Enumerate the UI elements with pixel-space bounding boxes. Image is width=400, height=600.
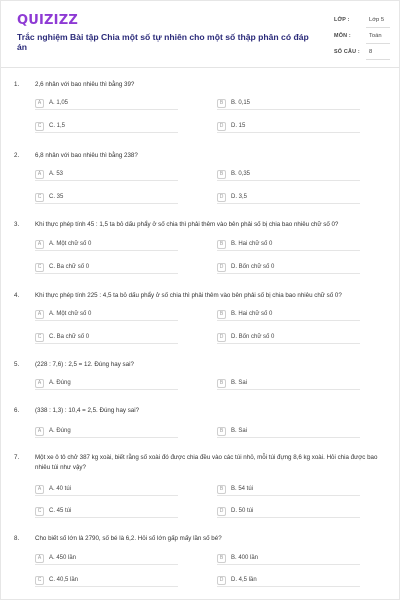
question-number: 5. xyxy=(14,361,20,368)
option-letter-box: C xyxy=(35,193,44,202)
answer-option-b[interactable] xyxy=(217,169,360,181)
answer-option-c[interactable] xyxy=(35,192,178,204)
question-number: 6. xyxy=(14,407,20,414)
option-letter-box: A xyxy=(35,485,44,494)
question-text: 2,6 nhân với bao nhiêu thì bằng 39? xyxy=(35,81,135,88)
answer-option-c[interactable] xyxy=(35,332,178,344)
answer-option-d[interactable] xyxy=(217,332,360,344)
question-number: 2. xyxy=(14,152,20,159)
question-number: 7. xyxy=(14,454,20,461)
option-letter-box: B xyxy=(217,310,226,319)
answer-option-a[interactable] xyxy=(35,553,178,565)
option-letter-box: B xyxy=(217,99,226,108)
option-text: A. Một chữ số 0 xyxy=(49,241,92,247)
question-text: Một xe ô tô chở 387 kg xoài, biết rằng số xoài đó được chia đều vào các túi nhỏ, mỗi túi đựng 8,6 kg xoài. Hỏi chia được bao nhiêu túi như vậy? xyxy=(35,454,378,471)
option-letter-box: B xyxy=(217,554,226,563)
question-text: Khi thực phép tính 45 : 1,5 ta bỏ dấu phẩy ở số chia thì phải thêm vào bên phải số bị chia bao nhiêu chữ số 0? xyxy=(35,221,339,228)
option-letter-box: C xyxy=(35,122,44,131)
answer-option-c[interactable] xyxy=(35,575,178,587)
meta-subject xyxy=(334,31,390,45)
option-letter-box: B xyxy=(217,485,226,494)
answer-option-b[interactable] xyxy=(217,239,360,251)
option-text: A. Một chữ số 0 xyxy=(49,311,92,317)
answer-option-b[interactable] xyxy=(217,378,360,390)
option-text: B. Sai xyxy=(231,380,248,386)
answer-option-a[interactable] xyxy=(35,426,178,438)
option-letter-box: A xyxy=(35,99,44,108)
option-letter-box: C xyxy=(35,507,44,516)
option-text: B. 400 lần xyxy=(231,555,259,561)
answer-option-c[interactable] xyxy=(35,121,178,133)
worksheet-title: Trắc nghiệm Bài tập Chia một số tự nhiên cho một số thập phân có đáp án xyxy=(17,32,309,52)
question-text: 6,8 nhân với bao nhiêu thì bằng 238? xyxy=(35,152,138,159)
answer-option-b[interactable] xyxy=(217,98,360,110)
option-letter-box: B xyxy=(217,427,226,436)
option-letter-box: D xyxy=(217,193,226,202)
option-text: B. 0,15 xyxy=(231,100,251,106)
meta-subject-label: MÔN : xyxy=(334,33,351,39)
meta-grade-label: LỚP : xyxy=(334,17,350,23)
option-letter-box: D xyxy=(217,576,226,585)
option-letter-box: C xyxy=(35,263,44,272)
option-letter-box: D xyxy=(217,263,226,272)
question-number: 8. xyxy=(14,535,20,542)
option-letter-box: D xyxy=(217,333,226,342)
question-text: Cho biết số lớn là 2790, số bé là 6,2. Hỏi số lớn gấp mấy lần số bé? xyxy=(35,535,222,542)
option-letter-box: D xyxy=(217,507,226,516)
option-letter-box: A xyxy=(35,310,44,319)
question-number: 4. xyxy=(14,292,20,299)
option-text: A. Đúng xyxy=(49,380,71,386)
option-text: D. 15 xyxy=(231,123,246,129)
answer-option-a[interactable] xyxy=(35,309,178,321)
answer-option-d[interactable] xyxy=(217,506,360,518)
answer-option-b[interactable] xyxy=(217,484,360,496)
option-text: A. 450 lần xyxy=(49,555,77,561)
answer-option-b[interactable] xyxy=(217,426,360,438)
option-text: A. 40 túi xyxy=(49,486,72,492)
option-text: B. 54 túi xyxy=(231,486,254,492)
answer-option-a[interactable] xyxy=(35,239,178,251)
answer-option-d[interactable] xyxy=(217,121,360,133)
option-letter-box: B xyxy=(217,170,226,179)
option-text: A. Đúng xyxy=(49,428,71,434)
meta-grade-value: Lớp 5 xyxy=(366,15,390,28)
option-text: A. 1,05 xyxy=(49,100,69,106)
meta-grade xyxy=(334,15,390,29)
option-letter-box: A xyxy=(35,170,44,179)
option-text: C. 1,5 xyxy=(49,123,66,129)
option-letter-box: A xyxy=(35,240,44,249)
option-text: D. 3,5 xyxy=(231,194,248,200)
option-letter-box: A xyxy=(35,379,44,388)
option-letter-box: C xyxy=(35,576,44,585)
option-letter-box: A xyxy=(35,554,44,563)
option-text: C. 45 túi xyxy=(49,508,72,514)
answer-option-a[interactable] xyxy=(35,169,178,181)
option-text: C. Ba chữ số 0 xyxy=(49,264,90,270)
answer-option-a[interactable] xyxy=(35,484,178,496)
answer-option-c[interactable] xyxy=(35,262,178,274)
answer-option-a[interactable] xyxy=(35,378,178,390)
question-text: (228 : 7,6) : 2,5 = 12. Đúng hay sai? xyxy=(35,361,134,368)
option-letter-box: C xyxy=(35,333,44,342)
meta-question-count-value: 8 xyxy=(366,47,390,60)
quizizz-logo: QUIZIZZ xyxy=(17,13,78,28)
answer-option-d[interactable] xyxy=(217,575,360,587)
answer-option-b[interactable] xyxy=(217,553,360,565)
meta-question-count-label: SỐ CÂU : xyxy=(334,49,360,55)
option-text: B. Sai xyxy=(231,428,248,434)
answer-option-b[interactable] xyxy=(217,309,360,321)
option-text: C. Ba chữ số 0 xyxy=(49,334,90,340)
option-text: D. 4,5 lần xyxy=(231,577,257,583)
option-text: B. Hai chữ số 0 xyxy=(231,311,273,317)
question-text: (338 : 1,3) : 10,4 = 2,5. Đúng hay sai? xyxy=(35,407,140,414)
meta-subject-value: Toán xyxy=(366,31,390,44)
option-letter-box: B xyxy=(217,240,226,249)
option-text: B. Hai chữ số 0 xyxy=(231,241,273,247)
question-text: Khi thực phép tính 225 : 4,5 ta bỏ dấu phẩy ở số chia thì phải thêm vào bên phải số bị chia bao nhiêu chữ số 0? xyxy=(35,292,342,299)
option-text: B. 0,35 xyxy=(231,171,251,177)
answer-option-c[interactable] xyxy=(35,506,178,518)
answer-option-d[interactable] xyxy=(217,192,360,204)
option-text: D. Bốn chữ số 0 xyxy=(231,334,275,340)
question-number: 1. xyxy=(14,81,20,88)
option-letter-box: B xyxy=(217,379,226,388)
answer-option-d[interactable] xyxy=(217,262,360,274)
option-text: A. 53 xyxy=(49,171,64,177)
option-text: D. 50 túi xyxy=(231,508,254,514)
meta-question-count xyxy=(334,47,390,61)
answer-option-a[interactable] xyxy=(35,98,178,110)
option-letter-box: A xyxy=(35,427,44,436)
question-number: 3. xyxy=(14,221,20,228)
option-text: C. 35 xyxy=(49,194,64,200)
option-text: C. 40,5 lần xyxy=(49,577,79,583)
option-letter-box: D xyxy=(217,122,226,131)
option-text: D. Bốn chữ số 0 xyxy=(231,264,275,270)
header-divider xyxy=(1,67,400,68)
